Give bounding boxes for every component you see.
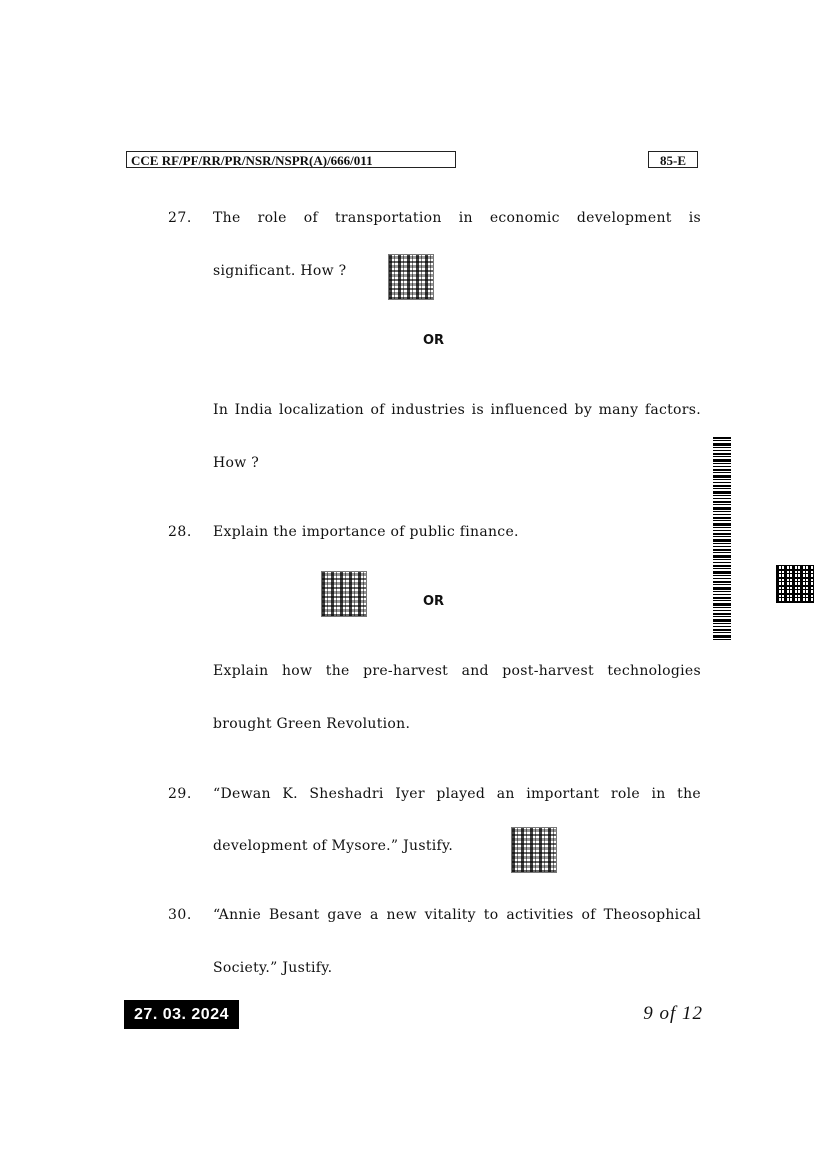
question-alt-text-line: Explain how the pre-harvest and post-harvest technologies: [213, 663, 701, 679]
page-number: 9 of 12: [643, 1003, 703, 1024]
question-text-line: The role of transportation in economic development is: [213, 210, 701, 226]
or-separator: OR: [423, 594, 445, 609]
barcode-icon: [713, 437, 731, 642]
paper-number-box: 85-E: [648, 151, 698, 168]
or-separator: OR: [423, 333, 445, 348]
qr-code-icon: [388, 254, 434, 300]
question-text-line: Society.” Justify.: [213, 960, 333, 976]
question-alt-text-line: How ?: [213, 455, 260, 471]
question-text-line: “Annie Besant gave a new vitality to activities of Theosophical: [213, 907, 701, 923]
question-text-line: development of Mysore.” Justify.: [213, 838, 454, 854]
question-text-line: significant. How ?: [213, 263, 347, 279]
question-alt-text-line: brought Green Revolution.: [213, 716, 411, 732]
question-text-line: Explain the importance of public finance.: [213, 524, 519, 540]
date-badge: 27. 03. 2024: [124, 1000, 239, 1029]
qr-code-icon: [321, 571, 367, 617]
question-alt-text-line: In India localization of industries is influenced by many factors.: [213, 402, 701, 418]
question-number: 30.: [168, 907, 192, 923]
question-number: 28.: [168, 524, 192, 540]
paper-code-box: CCE RF/PF/RR/PR/NSR/NSPR(A)/666/011: [126, 151, 456, 168]
question-text-line: “Dewan K. Sheshadri Iyer played an important role in the: [213, 786, 701, 802]
side-qr-code-icon: [776, 565, 814, 603]
question-number: 27.: [168, 210, 192, 226]
question-number: 29.: [168, 786, 192, 802]
qr-code-icon: [511, 827, 557, 873]
